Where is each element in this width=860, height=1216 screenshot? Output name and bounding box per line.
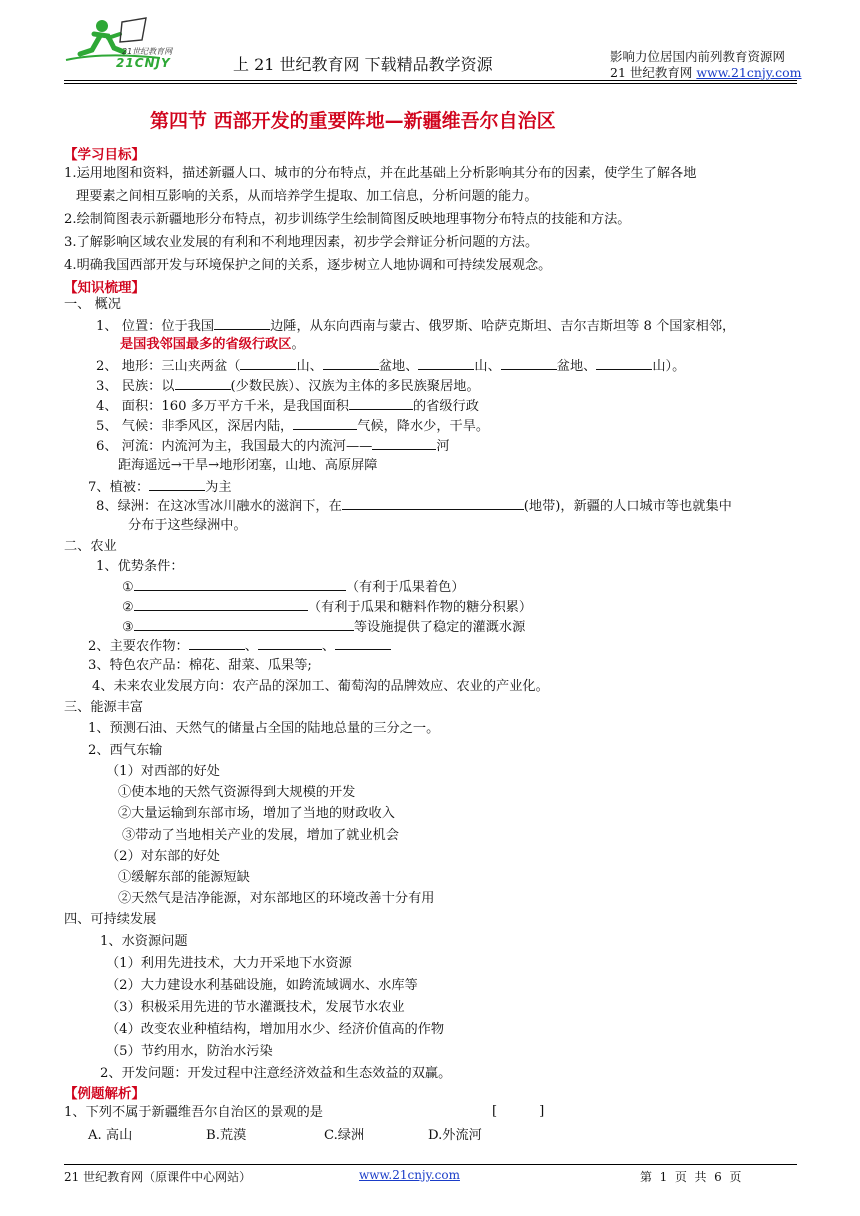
development-issue: 2、开发问题：开发过程中注意经济效益和生态效益的双赢。 — [100, 1066, 452, 1081]
knowledge-heading: 【知识梳理】 — [64, 280, 145, 296]
site-logo — [64, 14, 184, 76]
agri-advantages: 1、优势条件： — [96, 559, 184, 574]
option-a: A. 高山 — [88, 1128, 133, 1143]
examples-heading: 【例题解析】 — [64, 1086, 145, 1102]
header-rule-bottom — [64, 83, 797, 84]
footer-left: 21 世纪教育网（原课件中心网站） — [64, 1170, 252, 1184]
east-benefits-title: （2）对东部的好处 — [106, 849, 220, 864]
water-measure: （4）改变农业种植结构，增加用水少、经济价值高的作物 — [106, 1022, 445, 1037]
header-right-line2: 21 世纪教育网 www.21cnjy.com — [610, 65, 802, 80]
footer-site-link[interactable]: www.21cnjy.com — [359, 1168, 460, 1182]
answer-bracket: [ ] — [492, 1104, 545, 1119]
goal-item: 1.运用地图和资料，描述新疆人口、城市的分布特点，并在此基础上分析影响其分布的因素，使学生了解各地 — [64, 166, 697, 181]
overview-terrain: 2、 地形：三山夹两盆（ 山、 盆地、 山、 盆地、 山）。 — [96, 355, 685, 378]
footer-page-number: 第 1 页 共 6 页 — [640, 1170, 742, 1184]
water-measure: （3）积极采用先进的节水灌溉技术，发展节水农业 — [106, 1000, 405, 1015]
agri-main-crops: 2、主要农作物： 、 、 — [88, 635, 391, 658]
goal-item: 理要素之间相互影响的关系，从而培养学生提取、加工信息，分析问题的能力。 — [76, 189, 538, 204]
water-measure: （2）大力建设水利基础设施，如跨流域调水、水库等 — [106, 978, 418, 993]
west-benefit: ①使本地的天然气资源得到大规模的开发 — [118, 785, 356, 800]
overview-climate: 5、 气候：非季风区，深居内陆， 气候，降水少，干旱。 — [96, 415, 489, 438]
overview-vegetation: 7、植被： 为主 — [88, 476, 232, 499]
header-right-line1: 影响力位居国内前列教育资源网 — [610, 49, 786, 64]
agri-cond-3: ③ 等设施提供了稳定的灌溉水源 — [122, 616, 525, 639]
east-benefit: ①缓解东部的能源短缺 — [118, 870, 250, 885]
header-site-link[interactable]: www.21cnjy.com — [696, 65, 802, 80]
agri-cond-2: ② （有利于瓜果和糖料作物的糖分积累） — [122, 596, 532, 619]
overview-rivers: 6、 河流：内流河为主，我国最大的内流河—— 河 — [96, 435, 450, 458]
water-measure: （5）节约用水，防治水污染 — [106, 1044, 273, 1059]
section-one-title: 一、 概况 — [64, 297, 121, 312]
east-benefit: ②天然气是洁净能源，对东部地区的环境改善十分有用 — [118, 891, 435, 906]
west-benefit: ③带动了当地相关产业的发展，增加了就业机会 — [122, 828, 399, 843]
agri-cond-1: ① （有利于瓜果着色） — [122, 576, 465, 599]
header-rule-top — [64, 80, 797, 81]
section-four-title: 四、可持续发展 — [64, 912, 157, 927]
option-c: C.绿洲 — [324, 1128, 365, 1143]
page-title: 第四节 西部开发的重要阵地—新疆维吾尔自治区 — [150, 110, 556, 132]
agri-special-products: 3、特色农产品：棉花、甜菜、瓜果等; — [88, 658, 312, 673]
goal-item: 3.了解影响区域农业发展的有利和不利地理因素，初步学会辩证分析问题的方法。 — [64, 235, 539, 250]
overview-area: 4、 面积：160 多万平方千米，是我国面积 的省级行政 — [96, 395, 479, 418]
goal-item: 4.明确我国西部开发与环境保护之间的关系，逐步树立人地协调和可持续发展观念。 — [64, 258, 552, 273]
overview-location: 1、 位置：位于我国 边陲，从东向西南与蒙古、俄罗斯、哈萨克斯坦、吉尔吉斯坦等 8 个国家相邻， — [96, 315, 735, 338]
water-issue: 1、水资源问题 — [100, 934, 188, 949]
header-center-text: 上 21 世纪教育网 下载精品教学资源 — [233, 55, 493, 74]
question-1: 1、下列不属于新疆维吾尔自治区的景观的是 — [64, 1105, 323, 1120]
goals-heading: 【学习目标】 — [64, 147, 145, 163]
overview-location-cont: 是国我邻国最多的省级行政区。 — [120, 337, 305, 352]
overview-oasis: 8、绿洲：在这冰雪冰川融水的滋润下，在 (地带)，新疆的人口城市等也就集中 — [96, 495, 732, 518]
agri-future: 4、未来农业发展方向：农产品的深加工、葡萄沟的品牌效应、农业的产业化。 — [92, 679, 549, 694]
water-measure: （1）利用先进技术，大力开采地下水资源 — [106, 956, 352, 971]
west-benefit: ②大量运输到东部市场，增加了当地的财政收入 — [118, 806, 395, 821]
energy-reserves: 1、预测石油、天然气的储量占全国的陆地总量的三分之一。 — [88, 721, 440, 736]
footer-rule — [64, 1164, 797, 1165]
goal-item: 2.绘制简图表示新疆地形分布特点，初步训练学生绘制简图反映地理事物分布特点的技能和方法。 — [64, 212, 631, 227]
overview-ethnicity: 3、 民族：以 (少数民族）、汉族为主体的多民族聚居地。 — [96, 375, 480, 398]
option-d: D.外流河 — [428, 1128, 482, 1143]
overview-rivers-cont: 距海遥远→干旱→地形闭塞，山地、高原屏障 — [118, 458, 378, 473]
energy-west-east: 2、西气东输 — [88, 743, 163, 758]
overview-oasis-cont: 分布于这些绿洲中。 — [128, 518, 247, 533]
logo-text-bottom: 21CNJY — [116, 56, 171, 70]
section-two-title: 二、农业 — [64, 539, 117, 554]
section-three-title: 三、能源丰富 — [64, 700, 144, 715]
option-b: B.荒漠 — [206, 1128, 247, 1143]
logo-text-top: 21世纪教育网 — [122, 47, 173, 56]
west-benefits-title: （1）对西部的好处 — [106, 764, 220, 779]
